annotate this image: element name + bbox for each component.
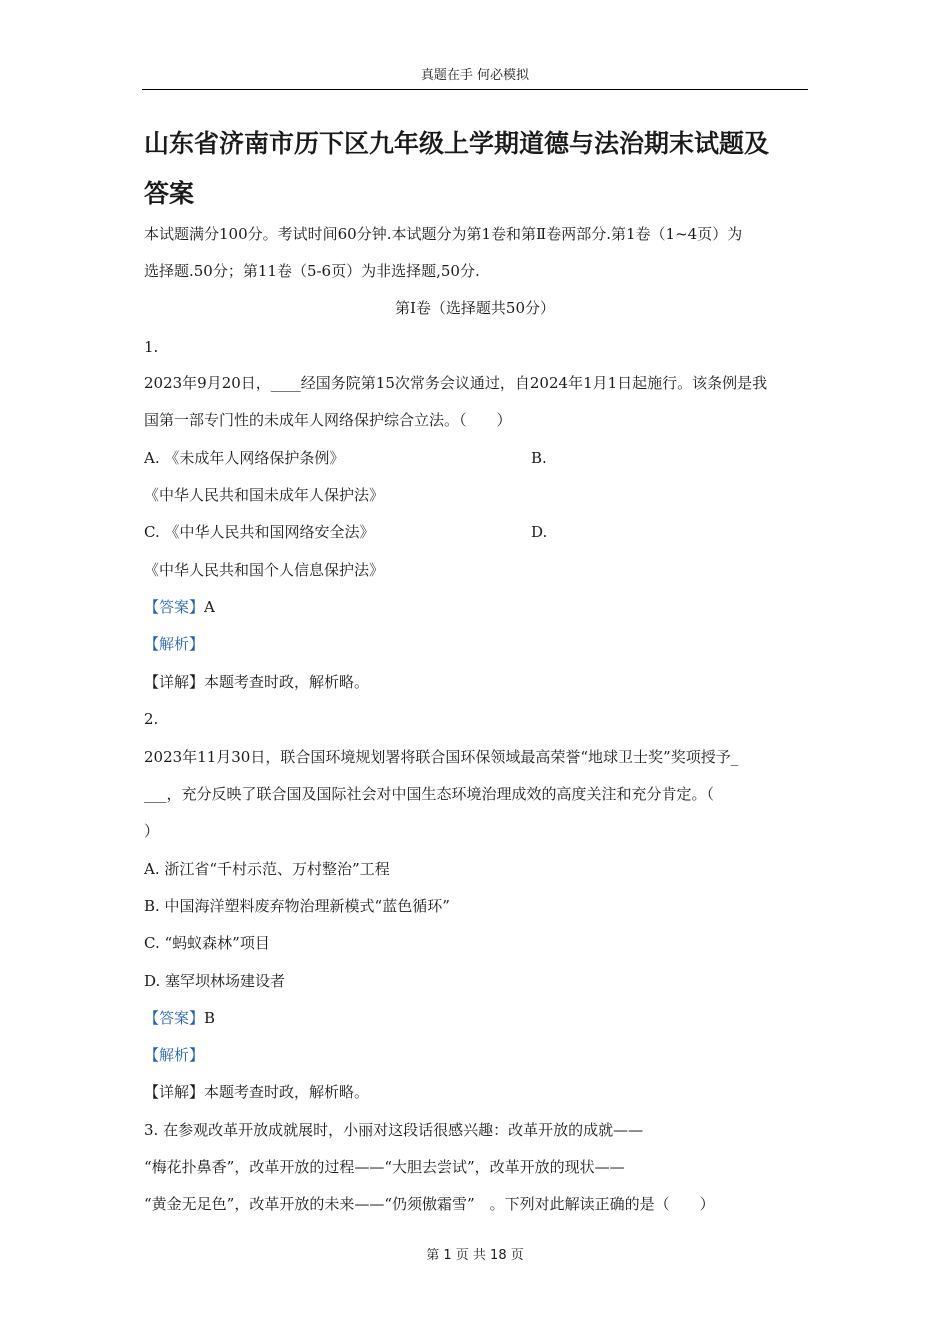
document-title-line-1: 山东省济南市历下区九年级上学期道德与法治期末试题及 — [144, 129, 770, 158]
q1-option-d-label: D. — [531, 523, 548, 541]
q1-answer-value: A — [204, 598, 215, 616]
q2-answer-value: B — [204, 1009, 216, 1027]
q1-answer — [144, 597, 215, 617]
q1-number: 1. — [144, 338, 159, 356]
q2-stem-line-1: 2023年11月30日，联合国环境规划署将联合国环保领域最高荣誉“地球卫士奖”奖项授予_ — [144, 748, 739, 766]
q2-stem-line-3: ） — [144, 822, 160, 840]
q2-option-a: A. 浙江省“千村示范、万村整治”工程 — [144, 860, 390, 878]
q1-option-b-label: B. — [531, 449, 547, 467]
q2-analysis-tag: 【解析】 — [144, 1046, 205, 1064]
q2-answer — [144, 1008, 215, 1028]
q1-detail-tag: 【详解】 — [144, 673, 205, 691]
q1-stem-line-1: 2023年9月20日，____经国务院第15次常务会议通过，自2024年1月1日起施行。该条例是我 — [144, 374, 768, 392]
q2-detail-tag: 【详解】 — [144, 1083, 205, 1101]
q3-line-1: 3. 在参观改革开放成就展时，小丽对这段话很感兴趣：改革开放的成就—— — [144, 1121, 644, 1139]
q2-detail — [144, 1082, 369, 1102]
q1-answer-tag: 【答案】 — [144, 598, 205, 616]
q1-analysis-tag: 【解析】 — [144, 635, 205, 653]
q1-option-d-text: 《中华人民共和国个人信息保护法》 — [144, 561, 385, 579]
q2-option-d: D. 塞罕坝林场建设者 — [144, 972, 286, 990]
q2-option-c: C. “蚂蚁森林”项目 — [144, 934, 270, 952]
intro-line-1: 本试题满分100分。考试时间60分钟.本试题分为第1卷和第Ⅱ卷两部分.第1卷（1~4页）为 — [144, 225, 743, 243]
section-title: 第Ⅰ卷（选择题共50分） — [394, 299, 555, 317]
q1-detail — [144, 672, 369, 692]
q2-number: 2. — [144, 710, 159, 728]
q1-detail-text: 本题考查时政，解析略。 — [204, 673, 370, 691]
page-header: 真题在手 何必模拟 — [420, 68, 530, 83]
header-divider — [142, 89, 808, 90]
q2-option-b: B. 中国海洋塑料废弃物治理新模式“蓝色循环” — [144, 897, 450, 915]
q2-answer-tag: 【答案】 — [144, 1009, 205, 1027]
intro-line-2: 选择题.50分；第11卷（5-6页）为非选择题,50分. — [144, 262, 480, 280]
page-footer: 第 1 页 共 18 页 — [426, 1248, 524, 1263]
q1-option-b-text: 《中华人民共和国未成年人保护法》 — [144, 486, 385, 504]
q3-line-3: “黄金无足色”，改革开放的未来——“仍须傲霜雪” 。下列对此解读正确的是（ ） — [144, 1195, 715, 1213]
q1-option-a: A. 《未成年人网络保护条例》 — [144, 449, 345, 467]
document-title-line-2: 答案 — [144, 179, 195, 208]
q1-option-c: C. 《中华人民共和国网络安全法》 — [144, 523, 375, 541]
q2-stem-line-2: ___，充分反映了联合国及国际社会对中国生态环境治理成效的高度关注和充分肯定。（ — [144, 785, 715, 803]
q3-line-2: “梅花扑鼻香”，改革开放的过程——“大胆去尝试”，改革开放的现状—— — [144, 1158, 625, 1176]
q2-detail-text: 本题考查时政，解析略。 — [204, 1083, 370, 1101]
q1-stem-line-2: 国第一部专门性的未成年人网络保护综合立法。（ ） — [144, 411, 512, 429]
